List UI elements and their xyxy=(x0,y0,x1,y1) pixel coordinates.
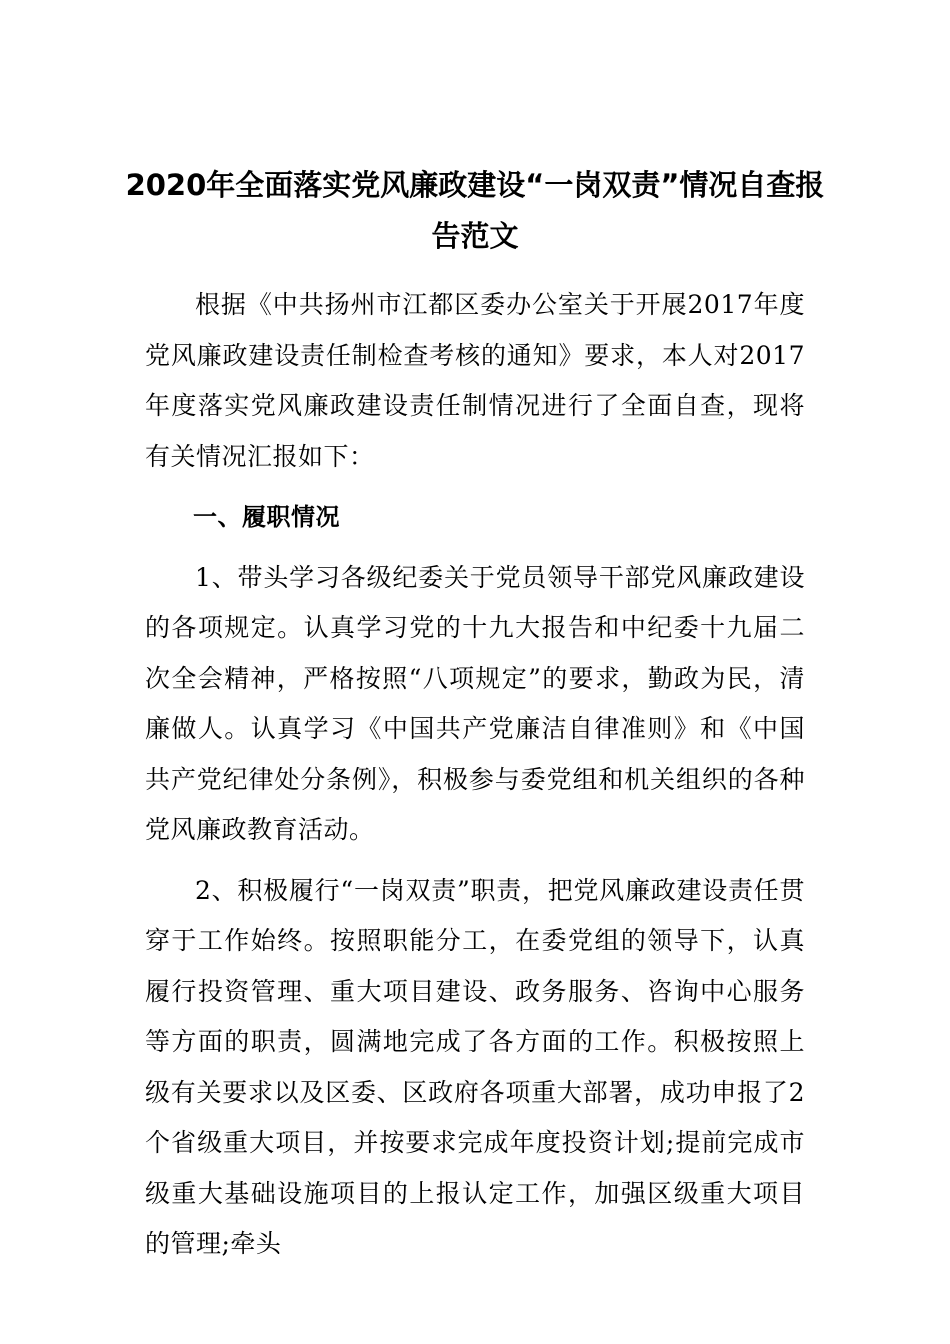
intro-paragraph: 根据《中共扬州市江都区委办公室关于开展2017年度党风廉政建设责任制检查考核的通知》要求，本人对2017年度落实党风廉政建设责任制情况进行了全面自查，现将有关情况汇报如下： xyxy=(145,290,805,471)
paragraph-1: 1、带头学习各级纪委关于党员领导干部党风廉政建设的各项规定。认真学习党的十九大报告和中纪委十九届二次全会精神，严格按照“八项规定”的要求，勤政为民，清廉做人。认真学习《中国共产党廉洁自律准则》和《中国共产党纪律处分条例》，积极参与委党组和机关组织的各种党风廉政教育活动。 xyxy=(145,562,805,844)
document-body xyxy=(145,280,805,1280)
section-heading: 一、履职情况 xyxy=(193,503,340,531)
paragraph-2: 2、积极履行“一岗双责”职责，把党风廉政建设责任贯穿于工作始终。按照职能分工，在委党组的领导下，认真履行投资管理、重大项目建设、政务服务、咨询中心服务等方面的职责，圆满地完成了各方面的工作。积极按照上级有关要求以及区委、区政府各项重大部署，成功申报了2个省级重大项目，并按要求完成年度投资计划;提前完成市级重大基础设施项目的上报认定工作，加强区级重大项目的管理;牵头 xyxy=(145,875,805,1258)
document-title: 2020年全面落实党风廉政建设“一岗双责”情况自查报告范文 xyxy=(125,168,825,253)
